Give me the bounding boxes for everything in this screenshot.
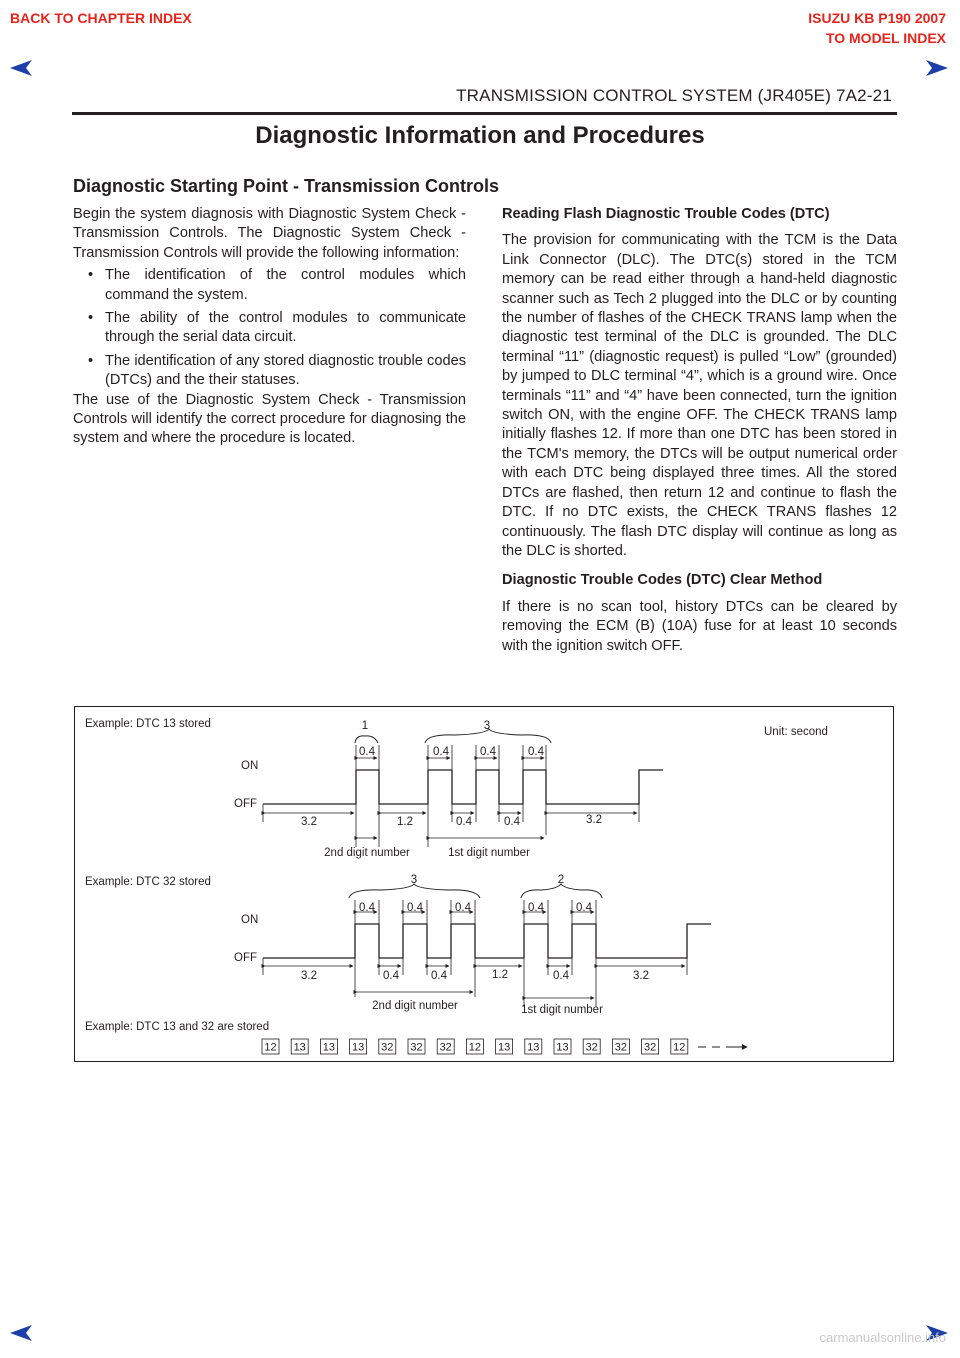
list-item: • The identification of any stored diagnostic trouble codes (DTCs) and the their statuses. <box>88 352 466 389</box>
example2-2nd-digit-label: 2nd digit number <box>372 1000 458 1012</box>
info-list <box>73 266 466 390</box>
reading-flash-dtc-heading: Reading Flash Diagnostic Trouble Codes (DTC) <box>502 206 830 222</box>
example2-bottom-duration: 1.2 <box>492 969 508 981</box>
list-item: • The ability of the control modules to communicate through the serial data circuit. <box>88 310 466 346</box>
example2-brace-2nd <box>349 884 480 898</box>
example2-bottom-duration: 3.2 <box>633 970 649 982</box>
example2-bottom-duration: 3.2 <box>301 970 317 982</box>
example1-bottom-duration: 3.2 <box>301 816 317 828</box>
example2-top-duration: 0.4 <box>576 902 592 914</box>
example1-top-duration: 0.4 <box>433 746 449 758</box>
dtc-clear-method-heading: Diagnostic Trouble Codes (DTC) Clear Method <box>502 572 823 589</box>
example2-bottom-duration: 0.4 <box>431 970 447 982</box>
example1-bottom-duration: 0.4 <box>504 816 520 828</box>
example2-1st-digit-label: 1st digit number <box>521 1004 603 1016</box>
example1-caption: Example: DTC 13 stored <box>85 718 211 730</box>
back-to-chapter-index-link[interactable]: BACK TO CHAPTER INDEX <box>10 10 192 26</box>
flash-code-timing-diagram <box>74 706 894 1062</box>
to-model-index-link[interactable]: TO MODEL INDEX <box>825 30 946 46</box>
example1-tick-lines <box>263 745 639 847</box>
dtc-code-label: 13 <box>556 1041 569 1054</box>
next-page-arrow-icon[interactable] <box>926 60 948 76</box>
dtc-code-label: 32 <box>585 1041 598 1054</box>
example1-off-label: OFF <box>234 798 257 810</box>
dtc-code-label: 13 <box>293 1041 306 1054</box>
closing-paragraph: The use of the Diagnostic System Check - Transmission Controls will identify the correct procedure for diagnosing the system and where the procedure is located. <box>73 391 466 447</box>
example2-top-duration: 0.4 <box>359 902 375 914</box>
dtc-code-label: 13 <box>527 1041 540 1054</box>
dtc-code-label: 12 <box>673 1041 686 1054</box>
example1-top-duration: 0.4 <box>480 746 496 758</box>
example1-digit-count-2nd: 1 <box>361 720 369 732</box>
previous-page-arrow-icon[interactable] <box>10 60 32 76</box>
example1-1st-digit-label: 1st digit number <box>448 847 530 859</box>
dtc-code-label: 32 <box>439 1041 452 1054</box>
example2-bottom-duration: 0.4 <box>553 970 569 982</box>
dtc-code-label: 32 <box>381 1041 394 1054</box>
dtc-code-label: 32 <box>643 1041 657 1054</box>
page-title: Diagnostic Information and Procedures <box>255 122 705 149</box>
dtc-code-label: 12 <box>468 1041 482 1054</box>
dtc-code-label: 13 <box>322 1041 336 1054</box>
example2-signal-waveform <box>263 924 711 958</box>
dtc-code-label: 13 <box>351 1041 365 1054</box>
example1-bottom-duration: 1.2 <box>397 816 413 828</box>
example2-on-label: ON <box>241 914 259 926</box>
example2-digit-count-1st: 2 <box>557 874 565 886</box>
example1-top-duration: 0.4 <box>528 746 544 758</box>
example1-2nd-digit-label: 2nd digit number <box>324 847 410 859</box>
example2-digit-count-2nd: 3 <box>410 874 418 886</box>
model-title-link[interactable]: ISUZU KB P190 2007 <box>808 10 946 26</box>
dtc-code-label: 32 <box>614 1041 628 1054</box>
reading-flash-dtc-paragraph: The provision for communicating with the TCM is the Data Link Connector (DLC). The DTC(s) stored in the TCM memory can be read either through a hand-held diagnostic scanner such as Tech 2 plugged into the DLC or by counting the number of flashes of the CHECK TRANS lamp when the diagnostic test terminal of the DLC is grounded. The DLC terminal “11” (diagnostic request) is pulled “Low” (grounded) by jumped to DLC terminal “4”, which is a ground wire. Once terminals “11” and “4” have been connected, turn the ignition switch ON, with the engine OFF. The CHECK TRANS lamp initially flashes 12. If more than one DTC has been stored in the TCM's memory, the DTCs will be output numerical order with each DTC being displayed three times. All the stored DTCs are flashed, then return 12 and continue to flash the DTC. If no DTC exists, the CHECK TRANS flashes 12 continuously. The flash DTC display will continue as long as the DLC is shorted. <box>502 232 897 559</box>
dtc-code-label: 13 <box>497 1041 511 1054</box>
dtc-sequence <box>262 1039 688 1054</box>
section-title: Diagnostic Starting Point - Transmission Controls <box>73 176 500 196</box>
unit-label: Unit: second <box>764 726 828 738</box>
example2-brace-1st <box>521 884 602 898</box>
dtc-code-label: 32 <box>410 1041 423 1054</box>
example1-digit-count-1st: 3 <box>483 720 491 732</box>
running-header: TRANSMISSION CONTROL SYSTEM (JR405E) 7A2-21 <box>456 86 892 105</box>
example2-off-label: OFF <box>234 952 257 964</box>
example1-signal-waveform <box>263 770 663 804</box>
example2-top-duration: 0.4 <box>407 902 423 914</box>
previous-page-arrow-icon[interactable] <box>10 1325 32 1341</box>
dtc-code-label: 12 <box>264 1041 277 1054</box>
example2-caption: Example: DTC 32 stored <box>85 876 211 888</box>
example1-on-label: ON <box>241 760 259 772</box>
list-item: • The identification of the control modules which command the system. <box>88 267 466 303</box>
header-rule <box>72 112 897 115</box>
intro-paragraph: Begin the system diagnosis with Diagnostic System Check - Transmission Controls. The Diagnostic System Check - Transmission Controls will provide the following information: <box>73 206 466 261</box>
dtc-clear-method-paragraph: If there is no scan tool, history DTCs can be cleared by removing the ECM (B) (10A) fuse for at least 10 seconds with the ignition switch OFF. <box>502 598 897 654</box>
example1-bottom-duration: 3.2 <box>586 814 602 826</box>
example1-bottom-duration: 0.4 <box>456 816 472 828</box>
right-column <box>502 205 897 656</box>
example3-caption: Example: DTC 13 and 32 are stored <box>85 1021 270 1033</box>
example2-bottom-duration: 0.4 <box>383 970 399 982</box>
example2-top-duration: 0.4 <box>528 902 544 914</box>
example1-top-duration: 0.4 <box>359 746 375 758</box>
example1-brace-2nd <box>355 736 378 743</box>
left-column <box>73 205 466 449</box>
site-watermark: carmanualsonline.info <box>819 1330 946 1345</box>
example2-top-duration: 0.4 <box>455 902 471 914</box>
